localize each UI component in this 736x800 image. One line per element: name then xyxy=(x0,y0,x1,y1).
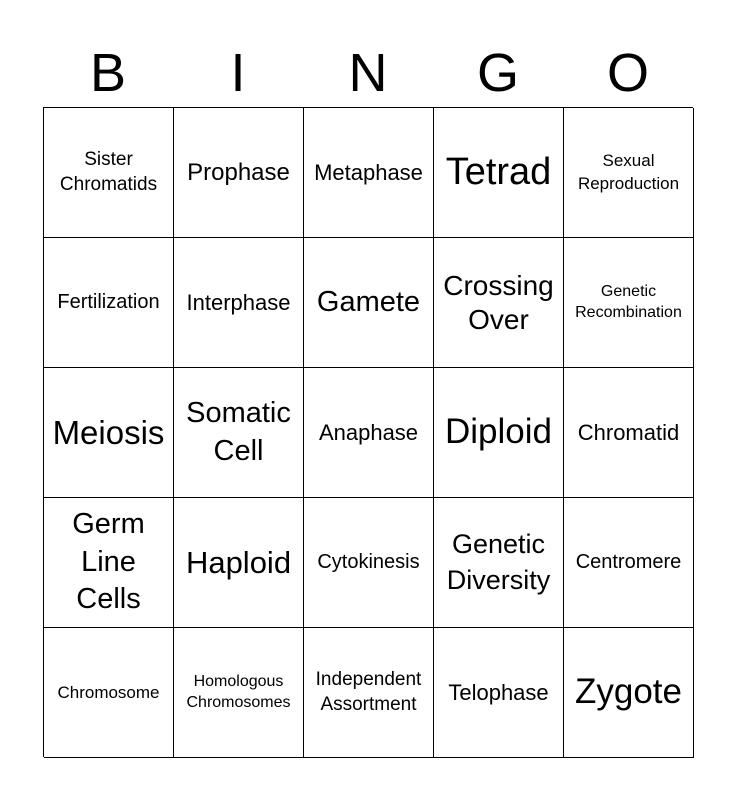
bingo-cell[interactable]: Anaphase xyxy=(304,368,434,498)
bingo-cell[interactable]: Chromatid xyxy=(564,368,694,498)
header-letter-i: I xyxy=(230,43,246,103)
bingo-cell[interactable]: Chromosome xyxy=(44,628,174,758)
bingo-cell[interactable]: Diploid xyxy=(434,368,564,498)
bingo-cell[interactable]: Metaphase xyxy=(304,108,434,238)
header-letter-b: B xyxy=(89,43,127,103)
header-letter-n: N xyxy=(348,43,388,103)
bingo-cell[interactable]: Zygote xyxy=(564,628,694,758)
bingo-header xyxy=(43,42,693,104)
bingo-cell[interactable]: Cytokinesis xyxy=(304,498,434,628)
bingo-cell[interactable]: Telophase xyxy=(434,628,564,758)
bingo-cell[interactable]: Sister Chromatids xyxy=(44,108,174,238)
bingo-cell[interactable]: Gamete xyxy=(304,238,434,368)
bingo-cell[interactable]: Haploid xyxy=(174,498,304,628)
bingo-cell[interactable]: Independent Assortment xyxy=(304,628,434,758)
bingo-cell[interactable]: Crossing Over xyxy=(434,238,564,368)
bingo-cell[interactable]: Prophase xyxy=(174,108,304,238)
bingo-cell[interactable]: Sexual Reproduction xyxy=(564,108,694,238)
bingo-cell[interactable]: Genetic Diversity xyxy=(434,498,564,628)
bingo-cell[interactable]: Fertilization xyxy=(44,238,174,368)
bingo-cell[interactable]: Tetrad xyxy=(434,108,564,238)
bingo-cell[interactable]: Interphase xyxy=(174,238,304,368)
header-letter-o: O xyxy=(606,43,649,103)
bingo-cell[interactable]: Germ Line Cells xyxy=(44,498,174,628)
bingo-cell[interactable]: Genetic Recombination xyxy=(564,238,694,368)
bingo-cell[interactable]: Meiosis xyxy=(44,368,174,498)
header-letter-g: G xyxy=(476,43,519,103)
bingo-cell[interactable]: Somatic Cell xyxy=(174,368,304,498)
bingo-board xyxy=(43,107,693,757)
bingo-cell[interactable]: Homologous Chromosomes xyxy=(174,628,304,758)
bingo-cell[interactable]: Centromere xyxy=(564,498,694,628)
